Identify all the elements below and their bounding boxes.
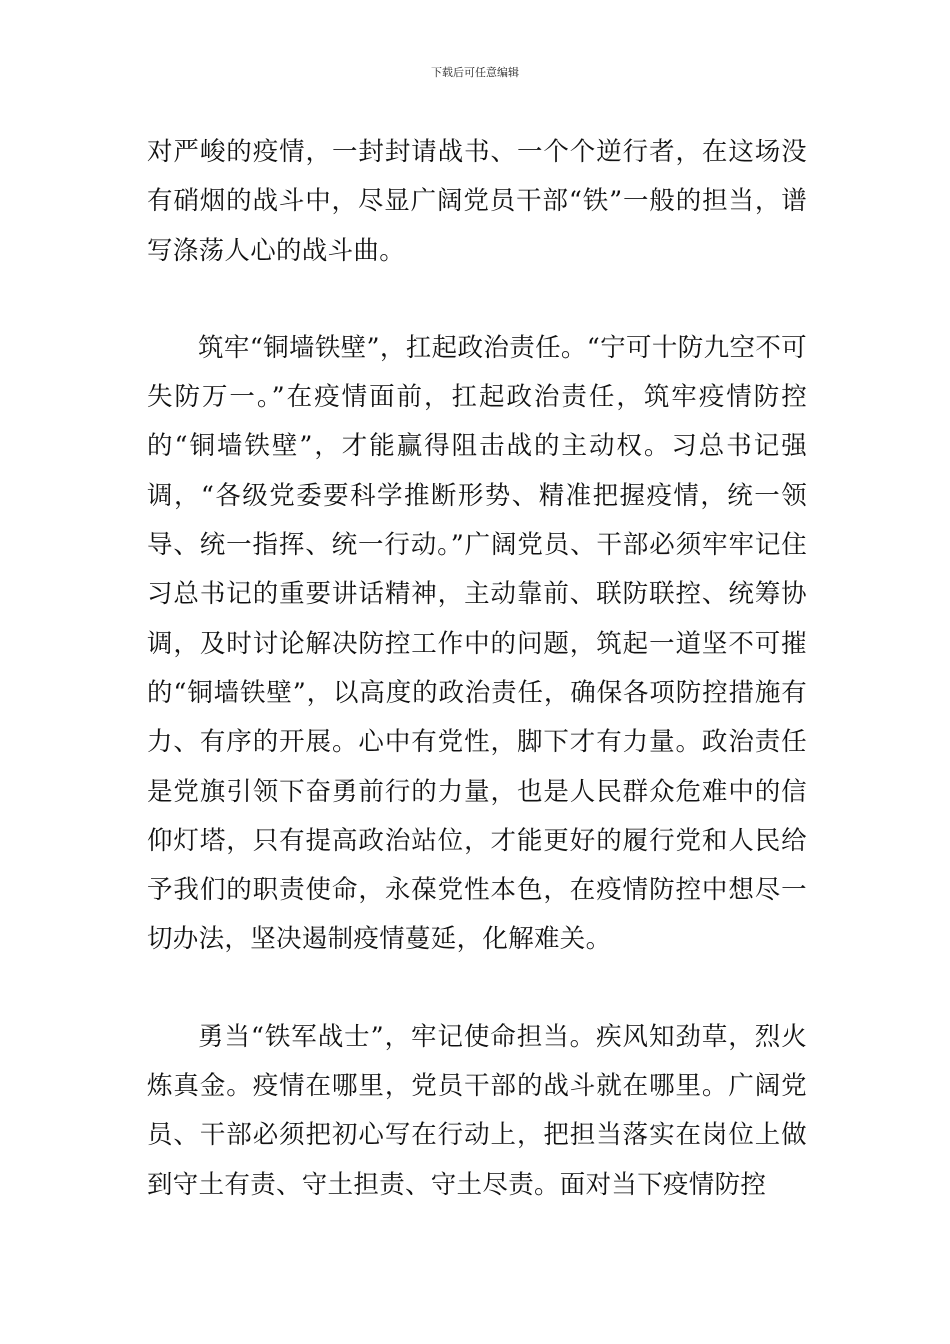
paragraph-gap bbox=[147, 276, 807, 324]
paragraph-2: 筑牢“铜墙铁壁”，扛起政治责任。“宁可十防九空不可失防万一。”在疫情面前，扛起政治责任，筑牢疫情防控的“铜墙铁壁”，才能赢得阻击战的主动权。习总书记强调，“各级党委要科学推断形势、精准把握疫情，统一领导、统一指挥、统一行动。”广阔党员、干部必须牢牢记住习总书记的重要讲话精神，主动靠前、联防联控、统筹协调，及时讨论解决防控工作中的问题，筑起一道坚不可摧的“铜墙铁壁”，以高度的政治责任，确保各项防控措施有力、有序的开展。心中有党性，脚下才有力量。政治责任是党旗引领下奋勇前行的力量，也是人民群众危难中的信仰灯塔，只有提高政治站位，才能更好的履行党和人民给予我们的职责使命，永葆党性本色，在疫情防控中想尽一切办法，坚决遏制疫情蔓延，化解难关。 bbox=[147, 332, 807, 955]
paragraph-3: 勇当“铁军战士”，牢记使命担当。疾风知劲草，烈火炼真金。疫情在哪里，党员干部的战斗就在哪里。广阔党员、干部必须把初心写在行动上，把担当落实在岗位上做到守土有责、守土担责、守土尽责。面对当下疫情防控 bbox=[147, 1021, 807, 1200]
paragraph-1: 对严峻的疫情，一封封请战书、一个个逆行者，在这场没有硝烟的战斗中，尽显广阔党员干部“铁”一般的担当，谱写涤荡人心的战斗曲。 bbox=[147, 137, 807, 266]
document-body bbox=[147, 128, 807, 1210]
header-note: 下载后可任意编辑 bbox=[431, 66, 519, 79]
paragraph-gap bbox=[147, 965, 807, 1013]
